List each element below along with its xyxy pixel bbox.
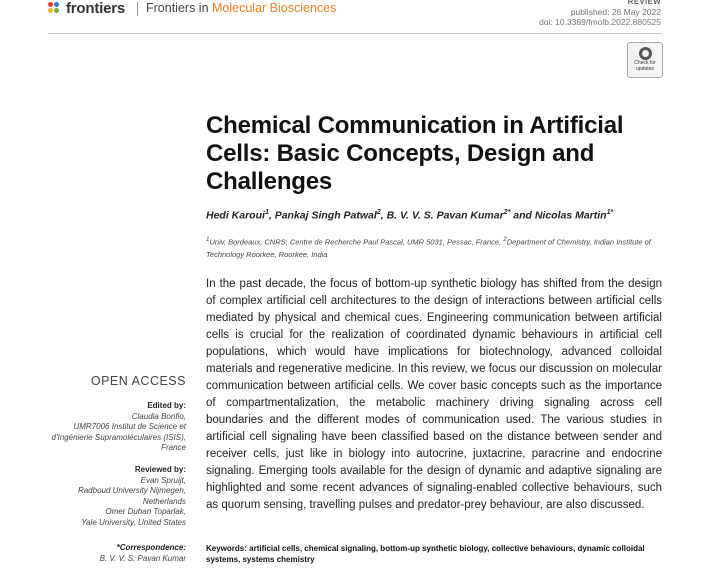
keywords-label: Keywords: (206, 544, 247, 553)
author-separator: and (513, 209, 532, 222)
doi-link[interactable]: doi: 10.3389/fmolb.2022.880525 (539, 17, 661, 27)
correspondence-section (48, 543, 186, 564)
edited-by-section (48, 401, 186, 454)
update-check-icon (639, 47, 652, 60)
open-access-label: OPEN ACCESS (90, 374, 186, 388)
author-affil-sup: 2 (376, 209, 381, 216)
author-name[interactable]: Pankaj Singh Patwal (274, 209, 377, 222)
author-name[interactable]: Hedi Karoui (206, 209, 265, 222)
reviewer-name[interactable]: Omer Duhan Toparlak, (105, 507, 186, 516)
journal-title: Molecular Biosciences (212, 1, 337, 15)
header-rule (48, 33, 662, 34)
reviewer-affiliation: Yale University, United States (81, 517, 186, 527)
frontiers-logo[interactable] (48, 0, 125, 17)
edited-by-label: Edited by: (147, 401, 186, 410)
article-title: Chemical Communication in Artificial Cells: Basic Concepts, Design and Challenges (206, 112, 624, 195)
keywords-list: artificial cells, chemical signaling, bottom-up synthetic biology, collective behaviours, dynamic colloidal systems, systems chemistry (206, 544, 645, 564)
keywords (206, 543, 666, 565)
check-for-updates-label: Check for updates (634, 60, 656, 72)
correspondence-label: *Correspondence: (116, 543, 186, 552)
reviewer-name[interactable]: Evan Spruijt, (140, 475, 186, 485)
reviewed-by-section (48, 465, 186, 528)
header-divider (137, 2, 138, 16)
author-separator: , (380, 209, 384, 222)
author-name[interactable]: Nicolas Martin (534, 209, 607, 222)
correspondent-name[interactable]: B. V. V. S. Pavan Kumar (99, 553, 186, 563)
affil-sup: 2 (503, 236, 507, 243)
abstract-text: In the past decade, the focus of bottom-up synthetic biology has shifted from the design of complex artificial cell architectures to the design of interactions between artificial cells mediated by physical and chemical cues. Engineering communication between artificial cells is crucial for the realization of coordinated dynamic behaviours in artificial cell populations, which would have implications for biotechnology, advanced colloidal materials and regenerative medicine. In this review, we focus our discussion on molecular communication between artificial cells. We cover basic concepts such as the importance of compartmentalization, the metabolic machinery driving signaling across cell boundaries and the different modes of communication used. The various studies in artificial cell signaling have been classified based on the distance between sender and receiver cells, just like in biology into autocrine, juxtacrine, paracrine and endocrine signaling. Emerging tools available for the design of dynamic and adaptive signaling are highlighted and some recent advances of signaling-enabled collective behaviours, such as quorum sensing, travelling pulses and predator-prey behaviour, are also discussed. (206, 278, 662, 511)
article-type: REVIEW (627, 0, 661, 6)
author-list (206, 209, 613, 222)
author-affil-sup: 1* (606, 209, 614, 216)
reviewer-affiliation: Radboud University Nijmegen, Netherlands (77, 486, 186, 506)
affiliations (206, 234, 676, 261)
publication-date: published: 26 May 2022 (570, 7, 661, 17)
journal-prefix: Frontiers in (146, 1, 209, 15)
affiliation-2: Department of Chemistry, Indian Institute of Technology Roorkee, Roorkee, India (206, 237, 651, 259)
reviewed-by-label: Reviewed by: (134, 465, 186, 474)
editor-affiliation: UMR7006 Institut de Science et d'Ingénierie Supramoléculaires (ISIS), France (51, 422, 186, 452)
author-name[interactable]: B. V. V. S. Pavan Kumar (386, 209, 504, 222)
frontiers-logo-icon (48, 2, 62, 16)
brand-name: frontiers (66, 0, 126, 17)
editor-name[interactable]: Claudia Bonfio, (131, 411, 186, 421)
journal-name[interactable] (146, 1, 336, 15)
affil-sup: 1 (206, 236, 210, 243)
author-affil-sup: 2* (503, 209, 511, 216)
author-separator: , (268, 209, 272, 222)
author-affil-sup: 1 (264, 209, 269, 216)
check-for-updates-button[interactable] (627, 42, 663, 78)
affiliation-1: Univ. Bordeaux, CNRS, Centre de Recherche Paul Pascal, UMR 5031, Pessac, France, (209, 237, 502, 247)
